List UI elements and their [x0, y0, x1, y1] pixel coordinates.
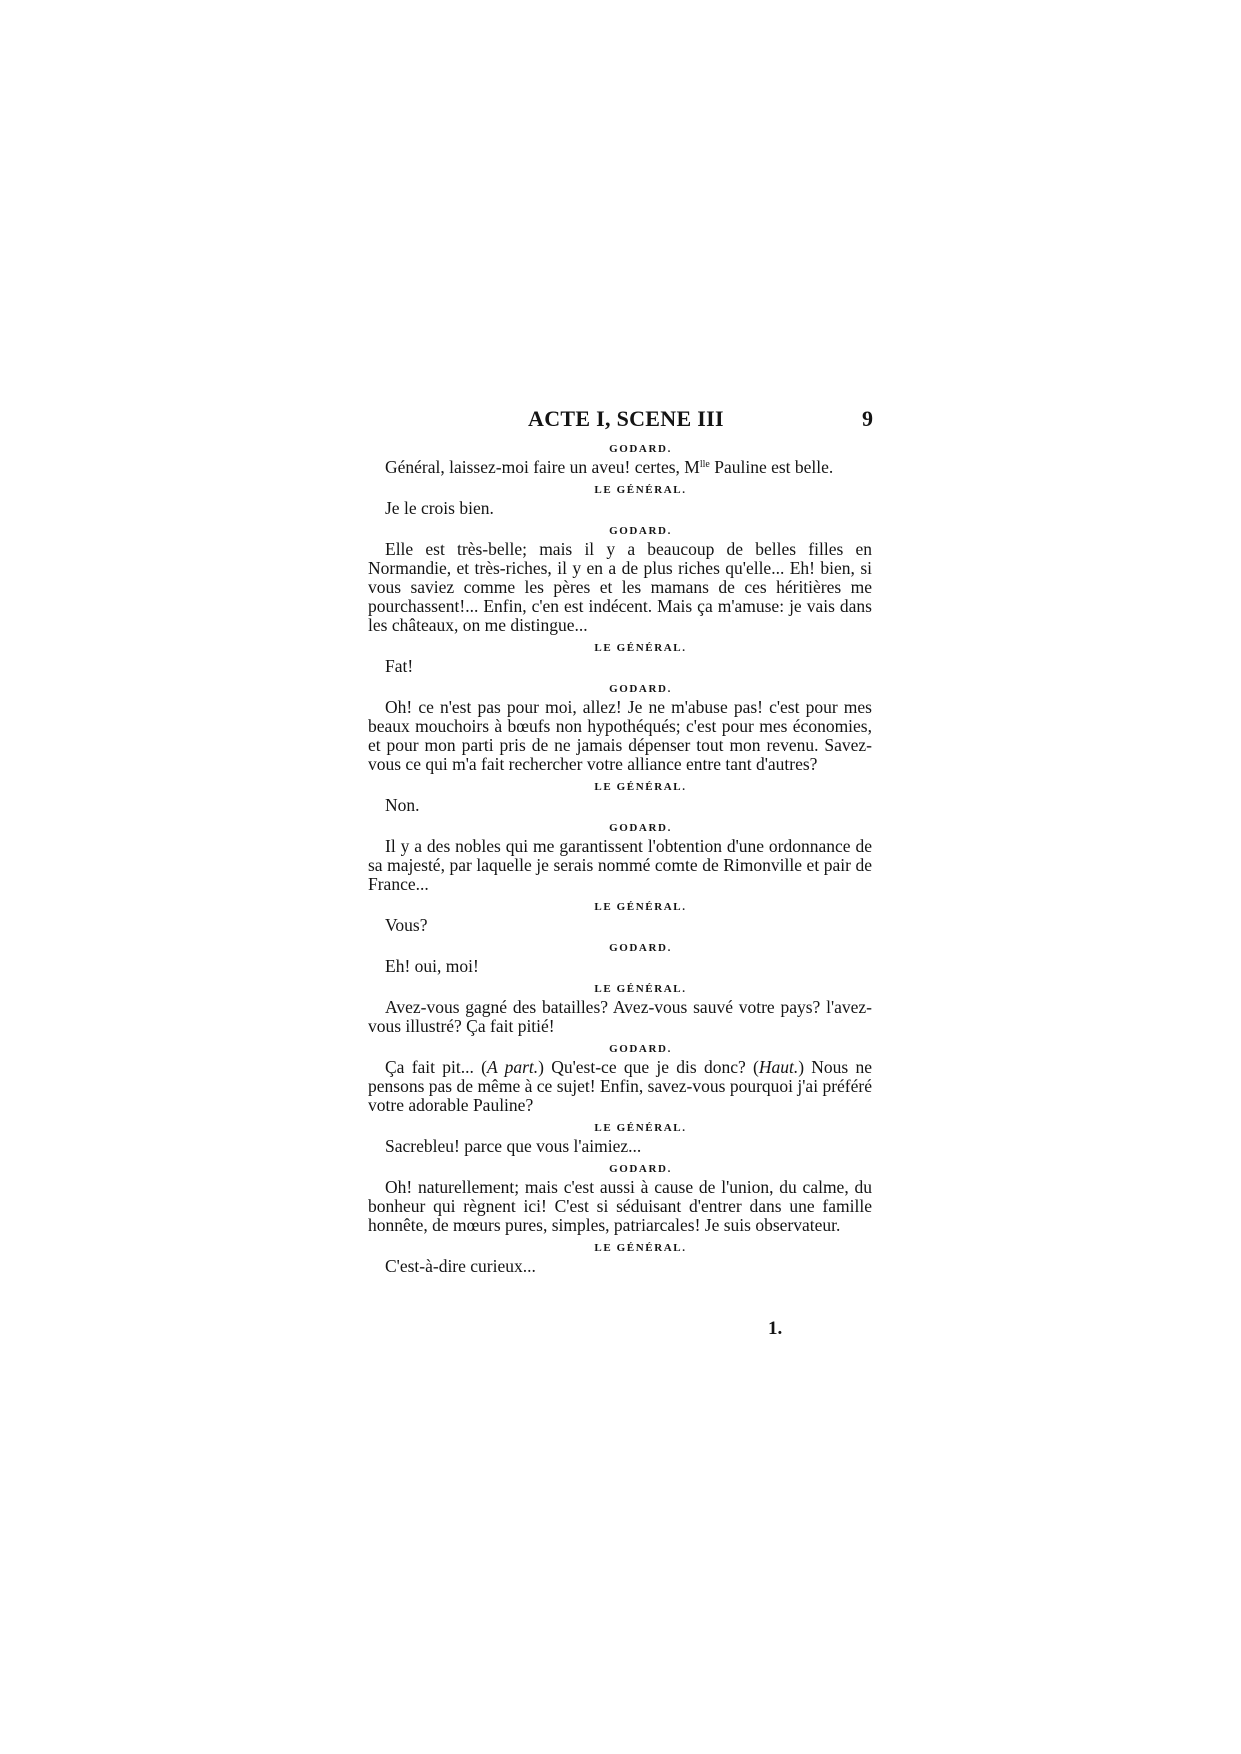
- speaker-label: GODARD.: [609, 525, 672, 537]
- speech-text: Non.: [385, 795, 420, 815]
- speaker-label: LE GÉNÉRAL.: [594, 642, 687, 654]
- speaker-label: LE GÉNÉRAL.: [594, 1122, 687, 1134]
- speech-text: Sacrebleu! parce que vous l'aimiez...: [385, 1136, 642, 1156]
- text-block: [368, 406, 873, 1280]
- speech-text: Vous?: [385, 915, 428, 935]
- speaker-label: GODARD.: [609, 1163, 672, 1175]
- speech-text: Eh! oui, moi!: [385, 956, 479, 976]
- running-title: ACTE I, SCENE III: [528, 406, 724, 431]
- speech-text: Oh! naturellement; mais c'est aussi à cause de l'union, du calme, du bonheur qui règnent ici! C'est si séduisant d'entrer dans une famille honnête, de mœurs pures, simples, patriarcales! Je suis observateur.: [368, 1177, 872, 1235]
- speech-text: Fat!: [385, 656, 414, 676]
- speech-text: Ça fait pit... (A part.) Qu'est-ce que je dis donc? (Haut.) Nous ne pensons pas de même à ce sujet! Enfin, savez-vous pourquoi j'ai préféré votre adorable Pauline?: [368, 1057, 873, 1115]
- speaker-label: LE GÉNÉRAL.: [594, 781, 687, 793]
- running-header: [368, 406, 873, 436]
- page-number: 9: [862, 406, 873, 431]
- speech-text: Avez-vous gagné des batailles? Avez-vous sauvé votre pays? l'avez-vous illustré? Ça fait pitié!: [368, 997, 872, 1036]
- signature-mark: 1.: [768, 1318, 783, 1339]
- speaker-label: LE GÉNÉRAL.: [594, 983, 687, 995]
- speech-text: Général, laissez-moi faire un aveu! certes, $M^{lle}$ Pauline est belle.: [385, 457, 834, 477]
- speaker-label: GODARD.: [609, 942, 672, 954]
- speech-text: Elle est très-belle; mais il y a beaucoup de belles filles en Normandie, et très-riches, il y en a de plus riches qu'elle... Eh! bien, si vous saviez comme les pères et les mamans de ces héritières me pourchassent!... Enfin, c'en est indécent. Mais ça m'amuse: je vais dans les châteaux, on me distingue...: [368, 539, 872, 635]
- speech-text: Oh! ce n'est pas pour moi, allez! Je ne m'abuse pas! c'est pour mes beaux mouchoirs à bœufs non hypothéqués; c'est pour mes économies, et pour mon parti pris de ne jamais dépenser tout mon revenu. Savez-vous ce qui m'a fait rechercher votre alliance entre tant d'autres?: [368, 697, 872, 774]
- speaker-label: LE GÉNÉRAL.: [594, 901, 687, 913]
- speech-text: C'est-à-dire curieux...: [385, 1256, 536, 1276]
- speaker-label: GODARD.: [609, 443, 672, 455]
- speaker-label: LE GÉNÉRAL.: [594, 484, 687, 496]
- speaker-label: GODARD.: [609, 822, 672, 834]
- speaker-label: GODARD.: [609, 683, 672, 695]
- speech-text: Il y a des nobles qui me garantissent l'obtention d'une ordonnance de sa majesté, par laquelle je serais nommé comte de Rimonville et pair de France...: [368, 836, 872, 894]
- speaker-label: LE GÉNÉRAL.: [594, 1242, 687, 1254]
- speech-text: Je le crois bien.: [385, 498, 494, 518]
- speaker-label: GODARD.: [609, 1043, 672, 1055]
